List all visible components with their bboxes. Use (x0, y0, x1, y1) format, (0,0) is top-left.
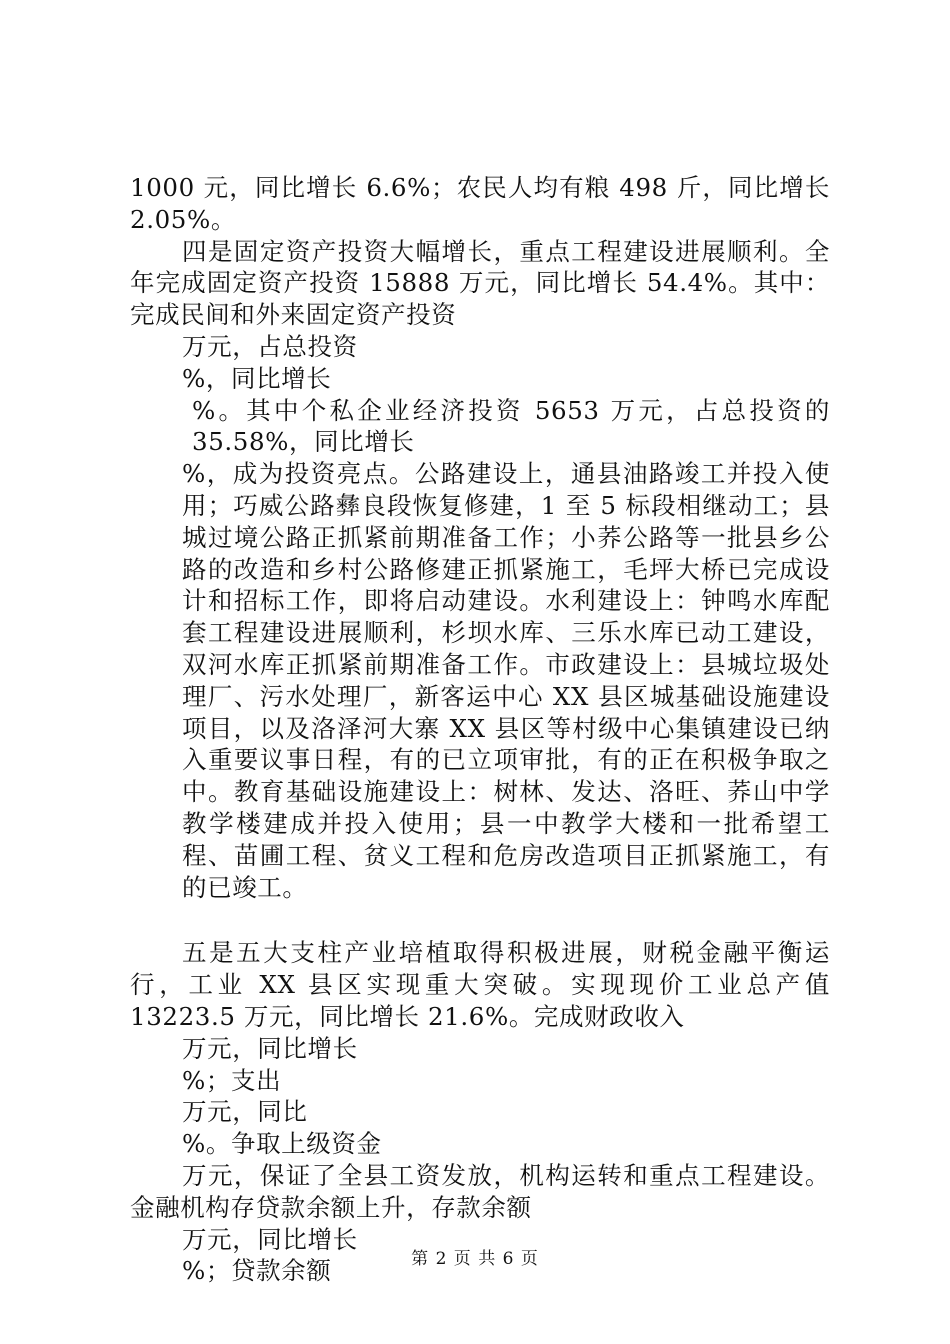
paragraph: %；支出 (182, 1065, 282, 1095)
paragraph: 四是固定资产投资大幅增长，重点工程建设进展顺利。全年完成固定资产投资 15888 万元，同比增长 54.4%。其中：完成民间和外来固定资产投资 (130, 236, 830, 330)
paragraph: %。争取上级资金 (182, 1129, 382, 1159)
paragraph: %；贷款余额 (182, 1256, 332, 1286)
paragraph: 万元，同比 (182, 1097, 308, 1127)
paragraph: 五是五大支柱产业培植取得积极进展，财税金融平衡运行，工业 XX 县区实现重大突破。实现现价工业总产值 13223.5 万元，同比增长 21.6%。完成财政收入 (130, 938, 830, 1031)
paragraph: %，同比增长 (182, 363, 332, 393)
paragraph: 万元，保证了全县工资发放，机构运转和重点工程建设。金融机构存贷款余额上升，存款余额 (130, 1160, 830, 1222)
paragraph: 万元，占总投资 (182, 331, 358, 361)
paragraph: %，成为投资亮点。公路建设上，通县油路竣工并投入使用；巧威公路彝良段恢复修建，1 至 5 标段相继动工；县城过境公路正抓紧前期准备工作；小荞公路等一批县乡公路的改造和乡村公路修建正抓紧施工，毛坪大桥已完成设计和招标工作，即将启动建设。水利建设上：钟鸣水库配套工程建设进展顺利，杉坝水库、三乐水库已动工建设，双河水库正抓紧前期准备工作。市政建设上：县城垃圾处理厂、污水处理厂，新客运中心 XX 县区城基础设施建设项目，以及洛泽河大寨 XX 县区等村级中心集镇建设已纳入重要议事日程，有的已立项审批，有的正在积极争取之中。教育基础设施建设上：树林、发达、洛旺、荞山中学教学楼建成并投入使用；县一中教学大楼和一批希望工程、苗圃工程、贫义工程和危房改造项目正抓紧施工，有的已竣工。 (182, 459, 830, 902)
page-number-footer: 第 2 页 共 6 页 (411, 1249, 539, 1269)
document-body (130, 172, 830, 1287)
paragraph: 1000 元，同比增长 6.6%；农民人均有粮 498 斤，同比增长 2.05%。 (130, 173, 830, 234)
paragraph: 万元，同比增长 (182, 1033, 358, 1063)
paragraph-gap (130, 903, 830, 937)
paragraph: 万元，同比增长 (182, 1224, 358, 1254)
paragraph: %。其中个私企业经济投资 5653 万元，占总投资的 35.58%，同比增长 (192, 395, 830, 457)
